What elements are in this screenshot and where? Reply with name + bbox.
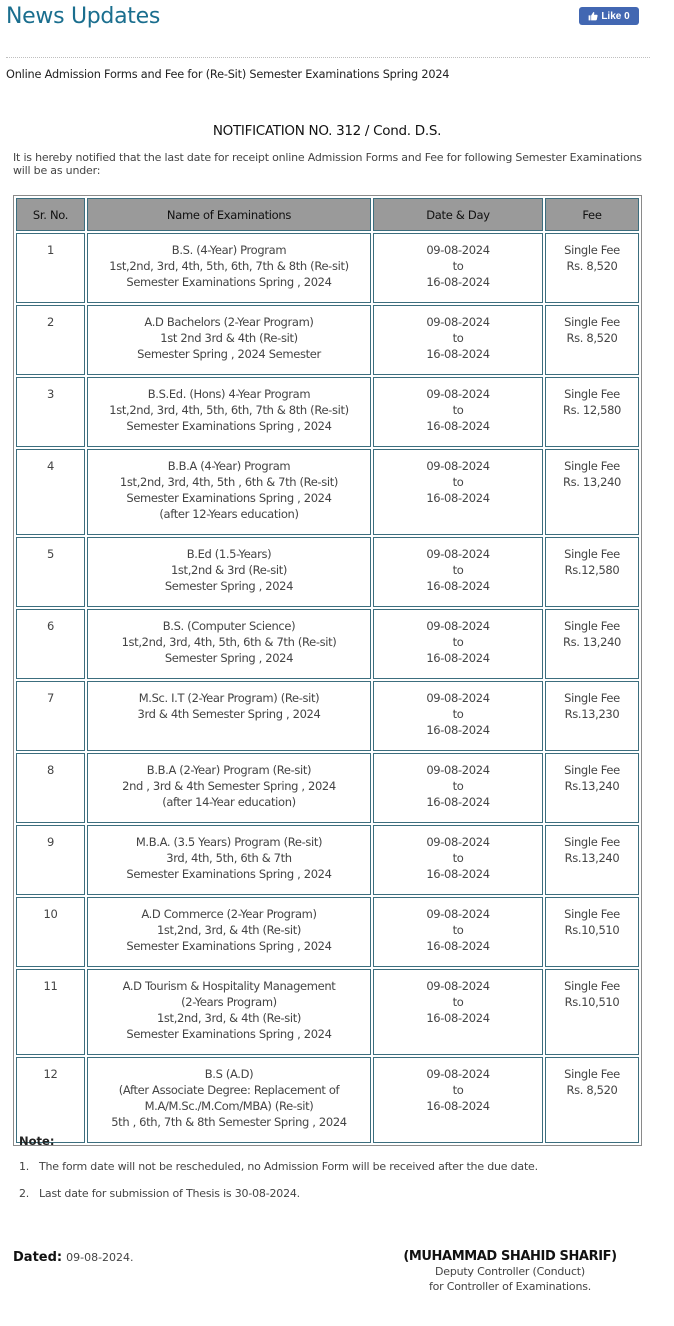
date-cell: 09-08-2024 to 16-08-2024	[373, 681, 543, 751]
exam-name-cell: B.S. (Computer Science) 1st,2nd, 3rd, 4th, 5th, 6th & 7th (Re-sit) Semester Spring , 2024	[87, 609, 371, 679]
signature-block	[380, 1249, 640, 1294]
exam-name-cell: M.Sc. I.T (2-Year Program) (Re-sit) 3rd & 4th Semester Spring , 2024	[87, 681, 371, 751]
exam-name-cell: A.D Bachelors (2-Year Program) 1st 2nd 3rd & 4th (Re-sit) Semester Spring , 2024 Semester	[87, 305, 371, 375]
like-button-label: Like 0	[601, 10, 630, 22]
table-row	[16, 377, 639, 447]
dated-value: 09-08-2024.	[66, 1251, 134, 1264]
date-cell: 09-08-2024 to 16-08-2024	[373, 969, 543, 1055]
exam-name-cell: B.B.A (4-Year) Program 1st,2nd, 3rd, 4th, 5th , 6th & 7th (Re-sit) Semester Examinations Spring , 2024 (after 12-Years education)	[87, 449, 371, 535]
note-text: The form date will not be rescheduled, no Admission Form will be received after the due date.	[39, 1160, 538, 1173]
date-cell: 09-08-2024 to 16-08-2024	[373, 377, 543, 447]
exam-name-cell: M.B.A. (3.5 Years) Program (Re-sit) 3rd, 4th, 5th, 6th & 7th Semester Examinations Spring , 2024	[87, 825, 371, 895]
fee-cell: Single Fee Rs.12,580	[545, 537, 639, 607]
exam-name-cell: B.B.A (2-Year) Program (Re-sit) 2nd , 3rd & 4th Semester Spring , 2024 (after 14-Year education)	[87, 753, 371, 823]
notes-list	[19, 1160, 538, 1214]
exam-name-cell: A.D Commerce (2-Year Program) 1st,2nd, 3rd, & 4th (Re-sit) Semester Examinations Spring , 2024	[87, 897, 371, 967]
sr-no-cell: 10	[16, 897, 85, 967]
table-header-row	[16, 198, 639, 231]
table-row	[16, 609, 639, 679]
fee-cell: Single Fee Rs. 8,520	[545, 233, 639, 303]
exam-name-cell: B.Ed (1.5-Years) 1st,2nd & 3rd (Re-sit) Semester Spring , 2024	[87, 537, 371, 607]
signatory-name: (MUHAMMAD SHAHID SHARIF)	[403, 1249, 617, 1264]
notification-number: NOTIFICATION NO. 312 / Cond. D.S.	[212, 123, 442, 139]
fee-cell: Single Fee Rs.10,510	[545, 969, 639, 1055]
news-subject: Online Admission Forms and Fee for (Re-Sit) Semester Examinations Spring 2024	[6, 68, 450, 81]
column-header-fee: Fee	[545, 198, 639, 231]
table-row	[16, 305, 639, 375]
signatory-for: for Controller of Examinations.	[428, 1280, 592, 1293]
dated-line	[13, 1250, 134, 1265]
date-cell: 09-08-2024 to 16-08-2024	[373, 753, 543, 823]
exam-name-cell: B.S (A.D) (After Associate Degree: Replacement of M.A/M.Sc./M.Com/MBA) (Re-sit) 5th , 6th, 7th & 8th Semester Spring , 2024	[87, 1057, 371, 1143]
date-cell: 09-08-2024 to 16-08-2024	[373, 449, 543, 535]
date-cell: 09-08-2024 to 16-08-2024	[373, 1057, 543, 1143]
sr-no-cell: 7	[16, 681, 85, 751]
fee-cell: Single Fee Rs. 12,580	[545, 377, 639, 447]
column-header-name: Name of Examinations	[87, 198, 371, 231]
fee-cell: Single Fee Rs.13,240	[545, 825, 639, 895]
date-cell: 09-08-2024 to 16-08-2024	[373, 537, 543, 607]
sr-no-cell: 3	[16, 377, 85, 447]
exam-name-cell: B.S. (4-Year) Program 1st,2nd, 3rd, 4th, 5th, 6th, 7th & 8th (Re-sit) Semester Examinations Spring , 2024	[87, 233, 371, 303]
note-label: Note:	[19, 1134, 55, 1148]
note-number: 1.	[19, 1160, 30, 1173]
table-row	[16, 825, 639, 895]
table-row	[16, 537, 639, 607]
fee-cell: Single Fee Rs. 8,520	[545, 305, 639, 375]
sr-no-cell: 8	[16, 753, 85, 823]
date-cell: 09-08-2024 to 16-08-2024	[373, 825, 543, 895]
dated-label: Dated:	[13, 1250, 63, 1265]
sr-no-cell: 11	[16, 969, 85, 1055]
table-row	[16, 897, 639, 967]
note-item	[19, 1187, 538, 1214]
fee-cell: Single Fee Rs.13,230	[545, 681, 639, 751]
table-row	[16, 969, 639, 1055]
table-row	[16, 233, 639, 303]
thumbs-up-icon	[588, 11, 598, 21]
date-cell: 09-08-2024 to 16-08-2024	[373, 233, 543, 303]
exam-name-cell: A.D Tourism & Hospitality Management (2-Years Program) 1st,2nd, 3rd, & 4th (Re-sit) Semester Examinations Spring , 2024	[87, 969, 371, 1055]
sr-no-cell: 2	[16, 305, 85, 375]
page-title: News Updates	[6, 4, 160, 29]
sr-no-cell: 12	[16, 1057, 85, 1143]
exam-name-cell: B.S.Ed. (Hons) 4-Year Program 1st,2nd, 3rd, 4th, 5th, 6th, 7th & 8th (Re-sit) Semester Examinations Spring , 2024	[87, 377, 371, 447]
date-cell: 09-08-2024 to 16-08-2024	[373, 897, 543, 967]
column-header-sr-no: Sr. No.	[16, 198, 85, 231]
note-number: 2.	[19, 1187, 30, 1200]
fee-cell: Single Fee Rs.13,240	[545, 753, 639, 823]
note-item	[19, 1160, 538, 1187]
table-row	[16, 449, 639, 535]
date-cell: 09-08-2024 to 16-08-2024	[373, 609, 543, 679]
fee-cell: Single Fee Rs.10,510	[545, 897, 639, 967]
note-text: Last date for submission of Thesis is 30-08-2024.	[39, 1187, 300, 1200]
divider	[6, 57, 650, 58]
column-header-date: Date & Day	[373, 198, 543, 231]
sr-no-cell: 6	[16, 609, 85, 679]
notification-intro: It is hereby notified that the last date for receipt online Admission Forms and Fee for following Semester Examinations will be as under:	[13, 151, 642, 177]
fee-cell: Single Fee Rs. 13,240	[545, 449, 639, 535]
signatory-title: Deputy Controller (Conduct)	[435, 1265, 585, 1278]
table-row	[16, 681, 639, 751]
fee-cell: Single Fee Rs. 8,520	[545, 1057, 639, 1143]
facebook-like-button[interactable]	[579, 7, 639, 25]
sr-no-cell: 5	[16, 537, 85, 607]
sr-no-cell: 9	[16, 825, 85, 895]
table-row	[16, 1057, 639, 1143]
fee-cell: Single Fee Rs. 13,240	[545, 609, 639, 679]
date-cell: 09-08-2024 to 16-08-2024	[373, 305, 543, 375]
sr-no-cell: 1	[16, 233, 85, 303]
table-row	[16, 753, 639, 823]
examinations-table	[13, 195, 642, 1146]
sr-no-cell: 4	[16, 449, 85, 535]
